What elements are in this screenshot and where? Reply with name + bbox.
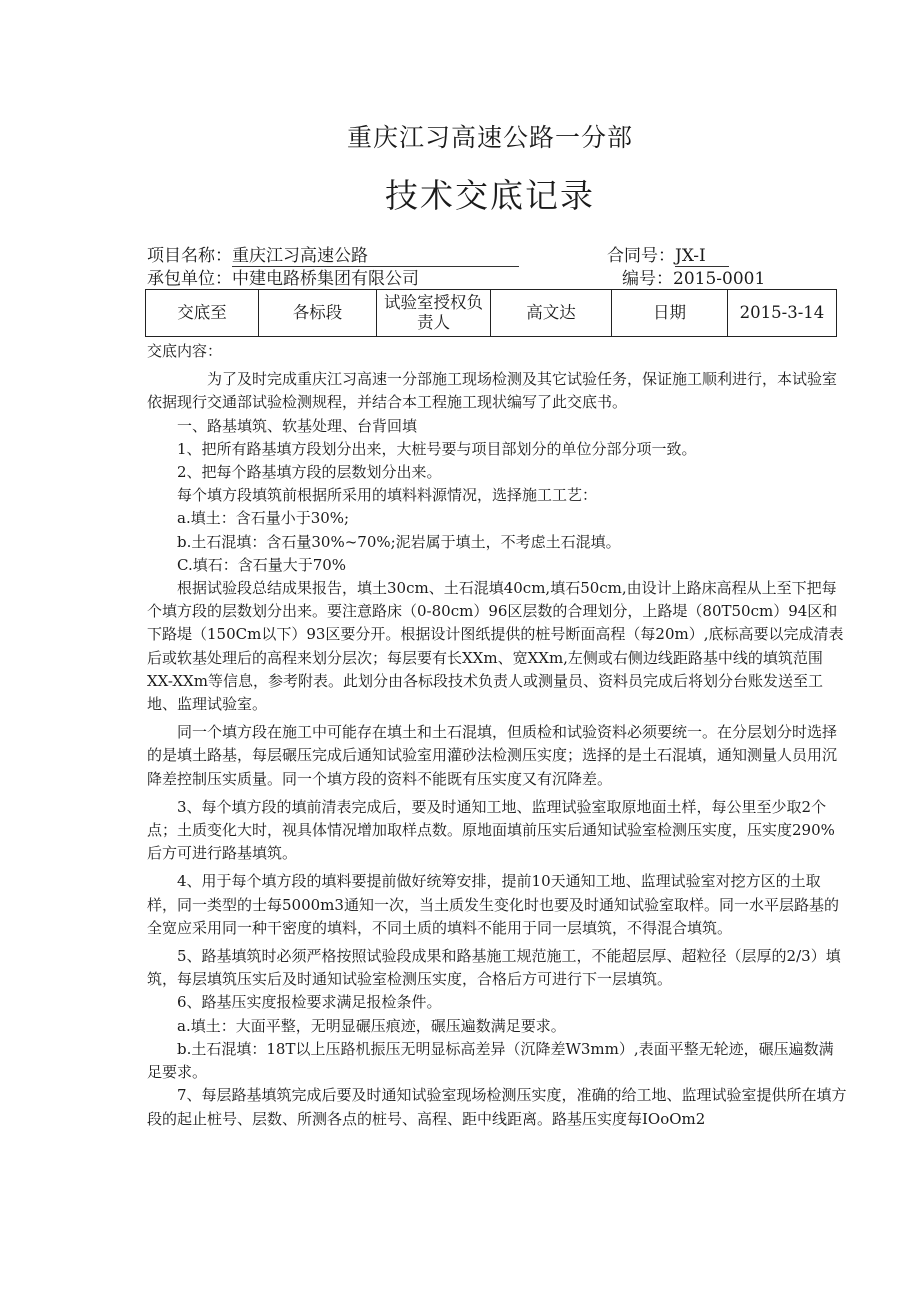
handover-content xyxy=(147,340,847,1131)
authorized-person-label xyxy=(377,290,491,337)
doc-number-value: 2015-0001 xyxy=(673,269,766,289)
project-name-value: 重庆江习高速公路 xyxy=(232,241,519,267)
authorized-person-value: 高文达 xyxy=(491,290,612,337)
date-label: 日期 xyxy=(612,290,728,337)
content-paragraph: 1、把所有路基填方段划分出来，大桩号要与项目部划分的单位分部分项一致。 xyxy=(177,439,697,458)
content-paragraph: 4、用于每个填方段的填料要提前做好统筹安排，提前10天通知工地、监理试验室对挖方区的土取样，同一类型的士每5000m3通知一次，当土质发生变化时也要及时通知试验室取样。同一水平层路基的全宽应采用同一种干密度的填料，不同土质的填料不能用于同一层填筑，不得混合填筑。 xyxy=(147,872,839,937)
content-paragraph: 6、路基压实度报检要求满足报检条件。 xyxy=(177,993,442,1012)
content-paragraph: a.填土：含石量小于30%; xyxy=(177,509,350,528)
content-paragraph: a.填土：大面平整，无明显碾压痕迹，碾压遍数满足要求。 xyxy=(177,1016,566,1035)
content-paragraph: 5、路基填筑时必须严格按照试验段成果和路基施工规范施工，不能超层厚、超粒径（层厚的2/3）填筑，每层填筑压实后及时通知试验室检测压实度，合格后方可进行下一层填筑。 xyxy=(147,947,841,989)
authorized-person-label-line1: 试验室授权负 xyxy=(384,293,483,312)
doc-title: 技术交底记录 xyxy=(385,176,595,215)
content-paragraph: 一、路基填筑、软基处理、台背回填 xyxy=(177,416,418,435)
contract-number-value: JX-I xyxy=(675,246,729,267)
handover-to-label: 交底至 xyxy=(146,290,259,337)
contractor-row xyxy=(147,264,421,290)
content-paragraph: 7、每层路基填筑完成后要及时通知试验室现场检测压实度，准确的给工地、监理试验室提供所在填方段的起止桩号、层数、所测各点的桩号、高程、距中线距离。路基压实度每IOoOm2 xyxy=(147,1086,847,1128)
contractor-label: 承包单位： xyxy=(147,269,232,289)
content-paragraph: b.土石混填：含石量30%~70%;泥岩属于填土，不考虑土石混填。 xyxy=(177,532,621,551)
handover-to-value: 各标段 xyxy=(259,290,377,337)
doc-number-row xyxy=(622,264,765,289)
content-heading: 交底内容： xyxy=(147,342,223,360)
authorized-person-label-line2: 责人 xyxy=(417,313,450,332)
doc-number-label: 编号： xyxy=(622,269,673,289)
content-paragraph: 3、每个填方段的填前清表完成后，要及时通知工地、监理试验室取原地面土样，每公里至少取2个点；土质变化大时，视具体情况增加取样点数。原地面填前压实后通知试验室检测压实度，压实度290%后方可进行路基填筑。 xyxy=(147,797,835,863)
content-paragraph: 同一个填方段在施工中可能存在填土和土石混填，但质检和试验资料必须要统一。在分层划分时选择的是填土路基，每层碾压完成后通知试验室用灌砂法检测压实度；选择的是土石混填，通知测量人员用沉降差控制压实质量。同一个填方段的资料不能既有压实度又有沉降差。 xyxy=(147,723,838,788)
handover-table xyxy=(145,289,837,337)
content-paragraph: 每个填方段填筑前根据所采用的填料料源情况，选择施工工艺： xyxy=(177,486,598,505)
contractor-value: 中建电路桥集团有限公司 xyxy=(232,264,421,290)
date-value: 2015-3-14 xyxy=(728,290,837,337)
contract-number-label: 合同号： xyxy=(607,246,675,266)
project-name-label: 项目名称： xyxy=(147,246,232,266)
content-paragraph: C.填石：含石量大于70% xyxy=(177,555,347,574)
org-title: 重庆江习高速公路一分部 xyxy=(346,123,633,152)
content-paragraph: 为了及时完成重庆江习高速一分部施工现场检测及其它试验任务，保证施工顺利进行，本试验室依据现行交通部试验检测规程，并结合本工程施工现状编写了此交底书。 xyxy=(147,370,838,412)
content-paragraph: b.土石混填：18T以上压路机振压无明显标高差异（沉降差W3mm）,表面平整无轮迹，碾压遍数满足要求。 xyxy=(147,1039,834,1082)
content-paragraph: 2、把每个路基填方段的层数划分出来。 xyxy=(177,463,442,482)
content-paragraph: 根据试验段总结成果报告，填土30cm、土石混填40cm,填石50cm,由设计上路床高程从上至下把每个填方段的层数划分出来。要注意路床（0-80cm）96区层数的合理划分，上路堤（80T50cm）94区和下路堤（150Cm以下）93区要分开。根据设计图纸提供的桩号断面高程（每20m）,底标高要以完成清表后或软基处理后的高程来划分层次；每层要有长XXm、宽XXm,左侧或右侧边线距路基中线的填筑范围XX-XXm等信息，参考附表。此划分由各标段技术负责人或测量员、资料员完成后将划分台账发送至工地、监理试验室。 xyxy=(147,579,844,714)
